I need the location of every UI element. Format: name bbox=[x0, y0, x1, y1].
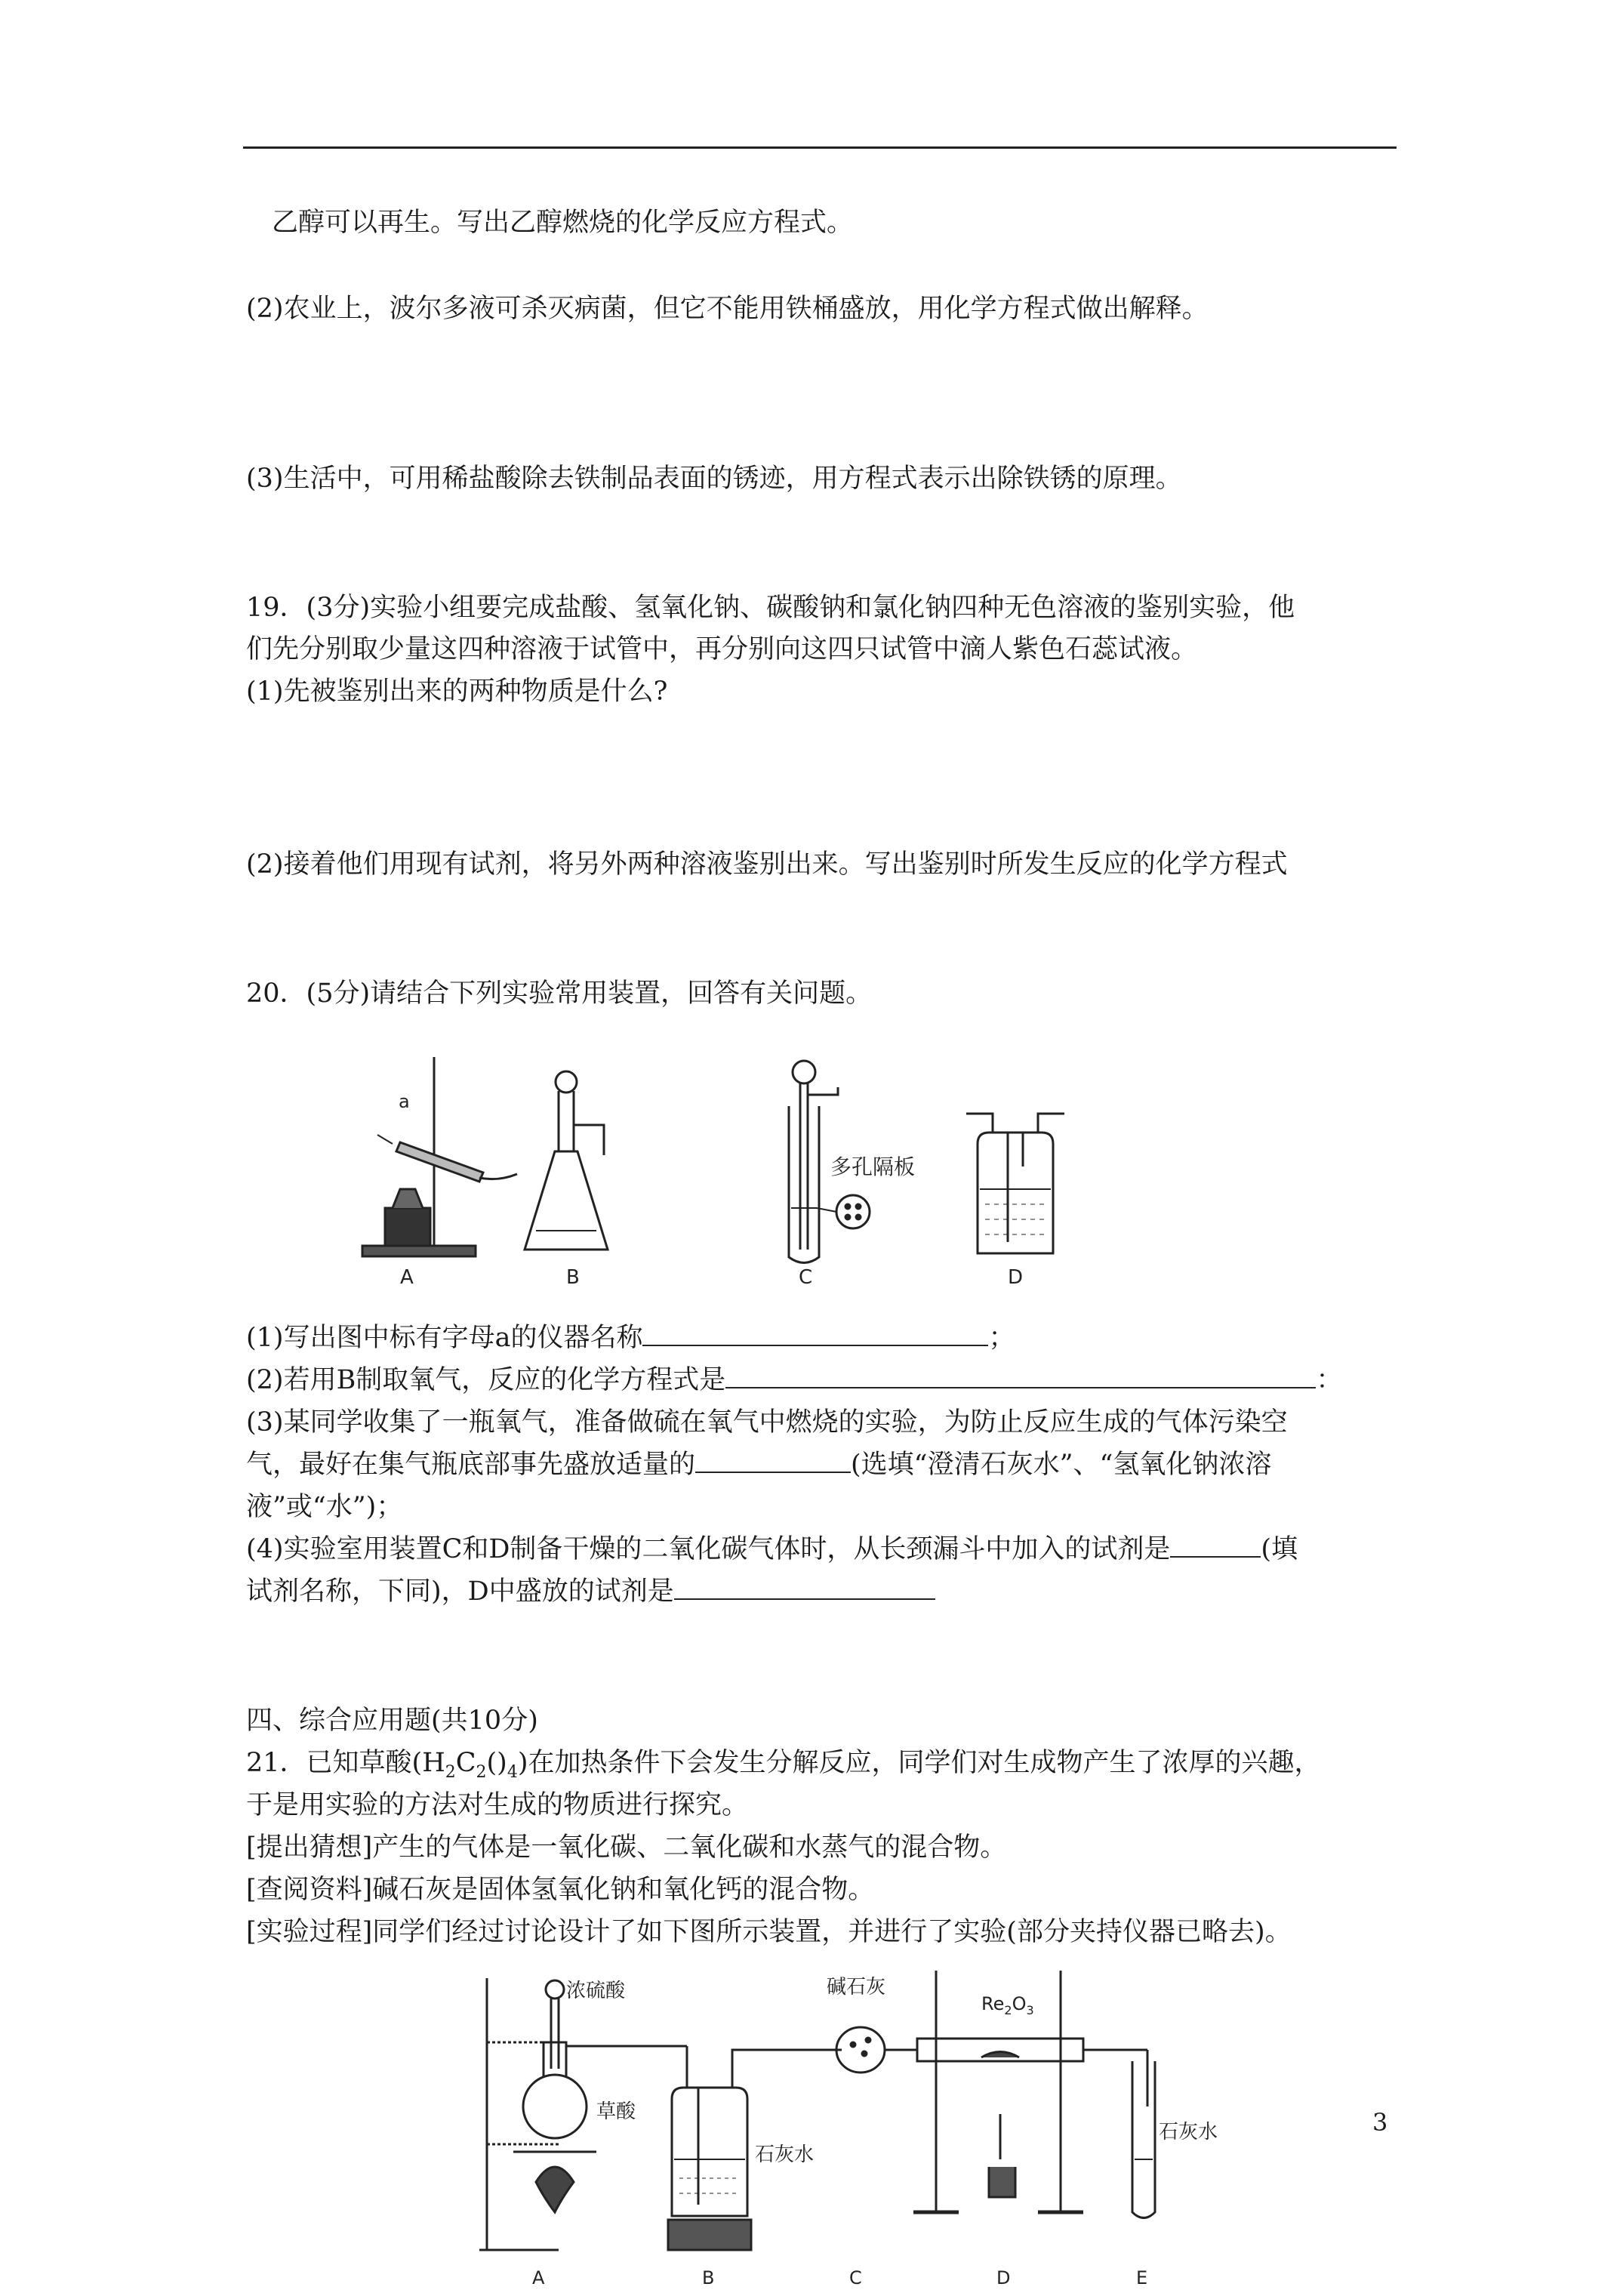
question-21-stem bbox=[246, 1746, 1320, 1789]
question-20-2-text: (2)若用B制取氧气，反应的化学方程式是 bbox=[246, 1365, 726, 1395]
fig1-label-a: a bbox=[399, 1091, 410, 1112]
question-20-1 bbox=[246, 1321, 1015, 1354]
question-20-3-text: 气，最好在集气瓶底部事先盛放适量的 bbox=[246, 1450, 696, 1480]
fig2-label-D: D bbox=[996, 2267, 1011, 2288]
fig1-label-D: D bbox=[1008, 1266, 1024, 1289]
fig1-label-holes: 多孔隔板 bbox=[830, 1154, 916, 1179]
fig1-label-A: A bbox=[400, 1266, 414, 1289]
question-20-3-cont bbox=[246, 1448, 1271, 1481]
fig2-label-B: B bbox=[702, 2267, 715, 2288]
q21-text-4: )在加热条件下会发生分解反应，同学们对生成物产生了浓厚的兴趣， bbox=[517, 1748, 1321, 1778]
q21-sub-2: 2 bbox=[476, 1763, 487, 1782]
question-20-2-end: ： bbox=[1316, 1365, 1343, 1395]
fig2-label-soda: 碱石灰 bbox=[827, 1976, 886, 1999]
question-21-stem-cont: 于是用实验的方法对生成的物质进行探究。 bbox=[246, 1790, 749, 1820]
question-20-3-end: 液”或“水”)； bbox=[246, 1492, 403, 1522]
fig2-label-lime-b: 石灰水 bbox=[755, 2143, 815, 2166]
fig2-label-A: A bbox=[532, 2267, 545, 2288]
apparatus-figure-abcde bbox=[468, 1963, 1253, 2288]
q21-text-2: C bbox=[455, 1748, 476, 1778]
fig1-label-B: B bbox=[566, 1266, 580, 1289]
fig2-label-re2o3: $Re_2O_3$ bbox=[981, 1993, 1034, 2017]
q21-sub-1: 2 bbox=[445, 1763, 456, 1782]
fig2-label-C: C bbox=[849, 2267, 862, 2288]
question-18-2: (2)农业上，波尔多液可杀灭病菌，但它不能用铁桶盛放，用化学方程式做出解释。 bbox=[246, 294, 1209, 324]
question-20-3-options: (选填“澄清石灰水”、“氢氧化钠浓溶 bbox=[851, 1450, 1272, 1480]
header-rule bbox=[243, 146, 1397, 149]
question-20-3: (3)某同学收集了一瓶氧气，准备做硫在氧气中燃烧的实验，为防止反应生成的气体污染空 bbox=[246, 1407, 1288, 1438]
question-18-3: (3)生活中，可用稀盐酸除去铁制品表面的锈迹，用方程式表示出除铁锈的原理。 bbox=[246, 464, 1182, 494]
question-20-1-end: ； bbox=[988, 1323, 1015, 1353]
fig2-label-oxalic: 草酸 bbox=[596, 2100, 636, 2123]
question-20-1-text: (1)写出图中标有字母a的仪器名称 bbox=[246, 1323, 643, 1353]
q21-text-3: () bbox=[486, 1748, 507, 1778]
question-20-4-text: (4)实验室用装置C和D制备干燥的二氧化碳气体时，从长颈漏斗中加入的试剂是 bbox=[246, 1534, 1171, 1564]
question-21-reference: [查阅资料]碱石灰是固体氢氧化钠和氧化钙的混合物。 bbox=[246, 1875, 875, 1905]
fig2-label-acid: 浓硫酸 bbox=[566, 1980, 626, 2002]
answer-blank-20-4b[interactable] bbox=[674, 1576, 935, 1600]
answer-blank-20-1[interactable] bbox=[642, 1322, 988, 1346]
q21-sub-3: 4 bbox=[507, 1763, 518, 1782]
section-4-heading: 四、综合应用题(共10分) bbox=[246, 1706, 538, 1736]
question-19-stem-cont: 们先分别取少量这四种溶液于试管中，再分别向这四只试管中滴人紫色石蕊试液。 bbox=[246, 634, 1198, 664]
answer-blank-20-4a[interactable] bbox=[1170, 1533, 1261, 1558]
page-number: 3 bbox=[1372, 2108, 1388, 2137]
answer-blank-20-3[interactable] bbox=[695, 1449, 851, 1473]
q21-text-1: 21．已知草酸(H bbox=[246, 1748, 445, 1778]
question-21-hypothesis: [提出猜想]产生的气体是一氧化碳、二氧化碳和水蒸气的混合物。 bbox=[246, 1832, 1007, 1863]
question-20-4 bbox=[246, 1533, 1298, 1566]
question-19-stem: 19．(3分)实验小组要完成盐酸、氢氧化钠、碳酸钠和氯化钠四种无色溶液的鉴别实验，他 bbox=[246, 593, 1295, 623]
text-line: 乙醇可以再生。写出乙醇燃烧的化学反应方程式。 bbox=[272, 208, 854, 238]
question-19-1: (1)先被鉴别出来的两种物质是什么? bbox=[246, 676, 668, 707]
question-20-4-cont bbox=[246, 1575, 935, 1608]
question-21-procedure: [实验过程]同学们经过讨论设计了如下图所示装置，并进行了实验(部分夹持仪器已略去)。 bbox=[246, 1917, 1292, 1947]
question-20-4-text-2: 试剂名称，下同)，D中盛放的试剂是 bbox=[246, 1576, 674, 1607]
question-20-4-note: (填 bbox=[1261, 1534, 1298, 1564]
apparatus-figure-abcd bbox=[347, 1053, 1132, 1302]
question-20-2 bbox=[246, 1364, 1342, 1397]
question-19-2: (2)接着他们用现有试剂，将另外两种溶液鉴别出来。写出鉴别时所发生反应的化学方程式 bbox=[246, 849, 1288, 880]
answer-blank-20-2[interactable] bbox=[725, 1364, 1316, 1388]
fig2-label-E: E bbox=[1136, 2267, 1148, 2288]
fig1-label-C: C bbox=[799, 1266, 813, 1289]
fig2-label-lime-e: 石灰水 bbox=[1159, 2121, 1218, 2143]
question-20-stem: 20．(5分)请结合下列实验常用装置，回答有关问题。 bbox=[246, 978, 873, 1009]
